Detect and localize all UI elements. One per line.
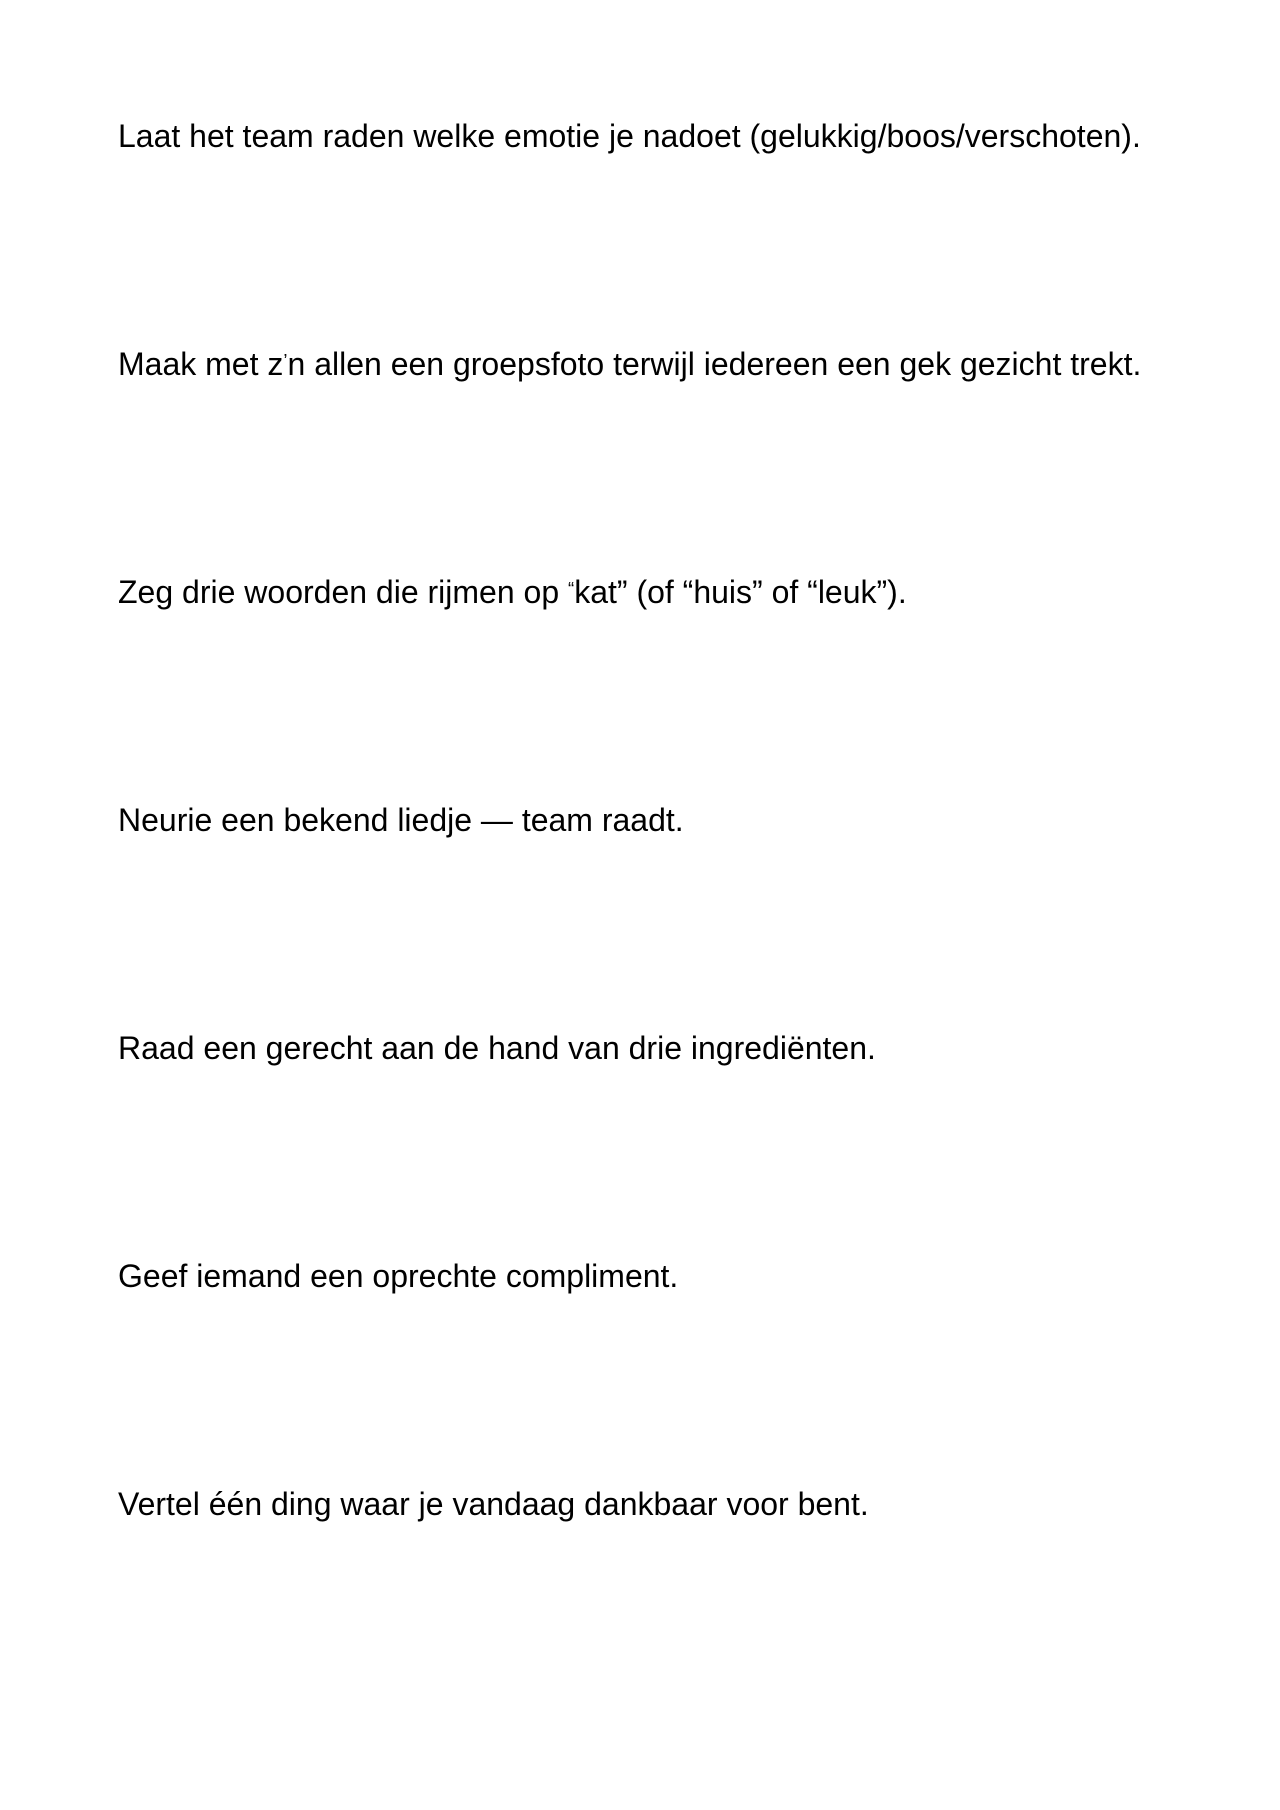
prompt-emotion-charade: Laat het team raden welke emotie je nadoet (gelukkig/boos/verschoten). [118, 118, 1141, 154]
prompt-rhyme-words-post: kat” (of “huis” of “leuk”). [574, 574, 907, 610]
prompt-group-photo [118, 346, 1240, 383]
prompt-hum-song: Neurie een bekend liedje — team raadt. [118, 802, 684, 838]
prompt-guess-dish: Raad een gerecht aan de hand van drie ingrediënten. [118, 1030, 876, 1066]
prompt-group-photo-pre: Maak met z [118, 346, 284, 382]
small-open-quote-mark: “ [568, 578, 575, 600]
prompt-rhyme-words [118, 574, 1240, 611]
prompt-compliment: Geef iemand een oprechte compliment. [118, 1258, 679, 1294]
prompt-gratitude: Vertel één ding waar je vandaag dankbaar voor bent. [118, 1486, 869, 1522]
small-apostrophe-mark: ’ [283, 350, 288, 372]
prompt-rhyme-words-pre: Zeg drie woorden die rijmen op [118, 574, 569, 610]
prompt-group-photo-post: n allen een groepsfoto terwijl iedereen een gek gezicht trekt. [287, 346, 1142, 382]
